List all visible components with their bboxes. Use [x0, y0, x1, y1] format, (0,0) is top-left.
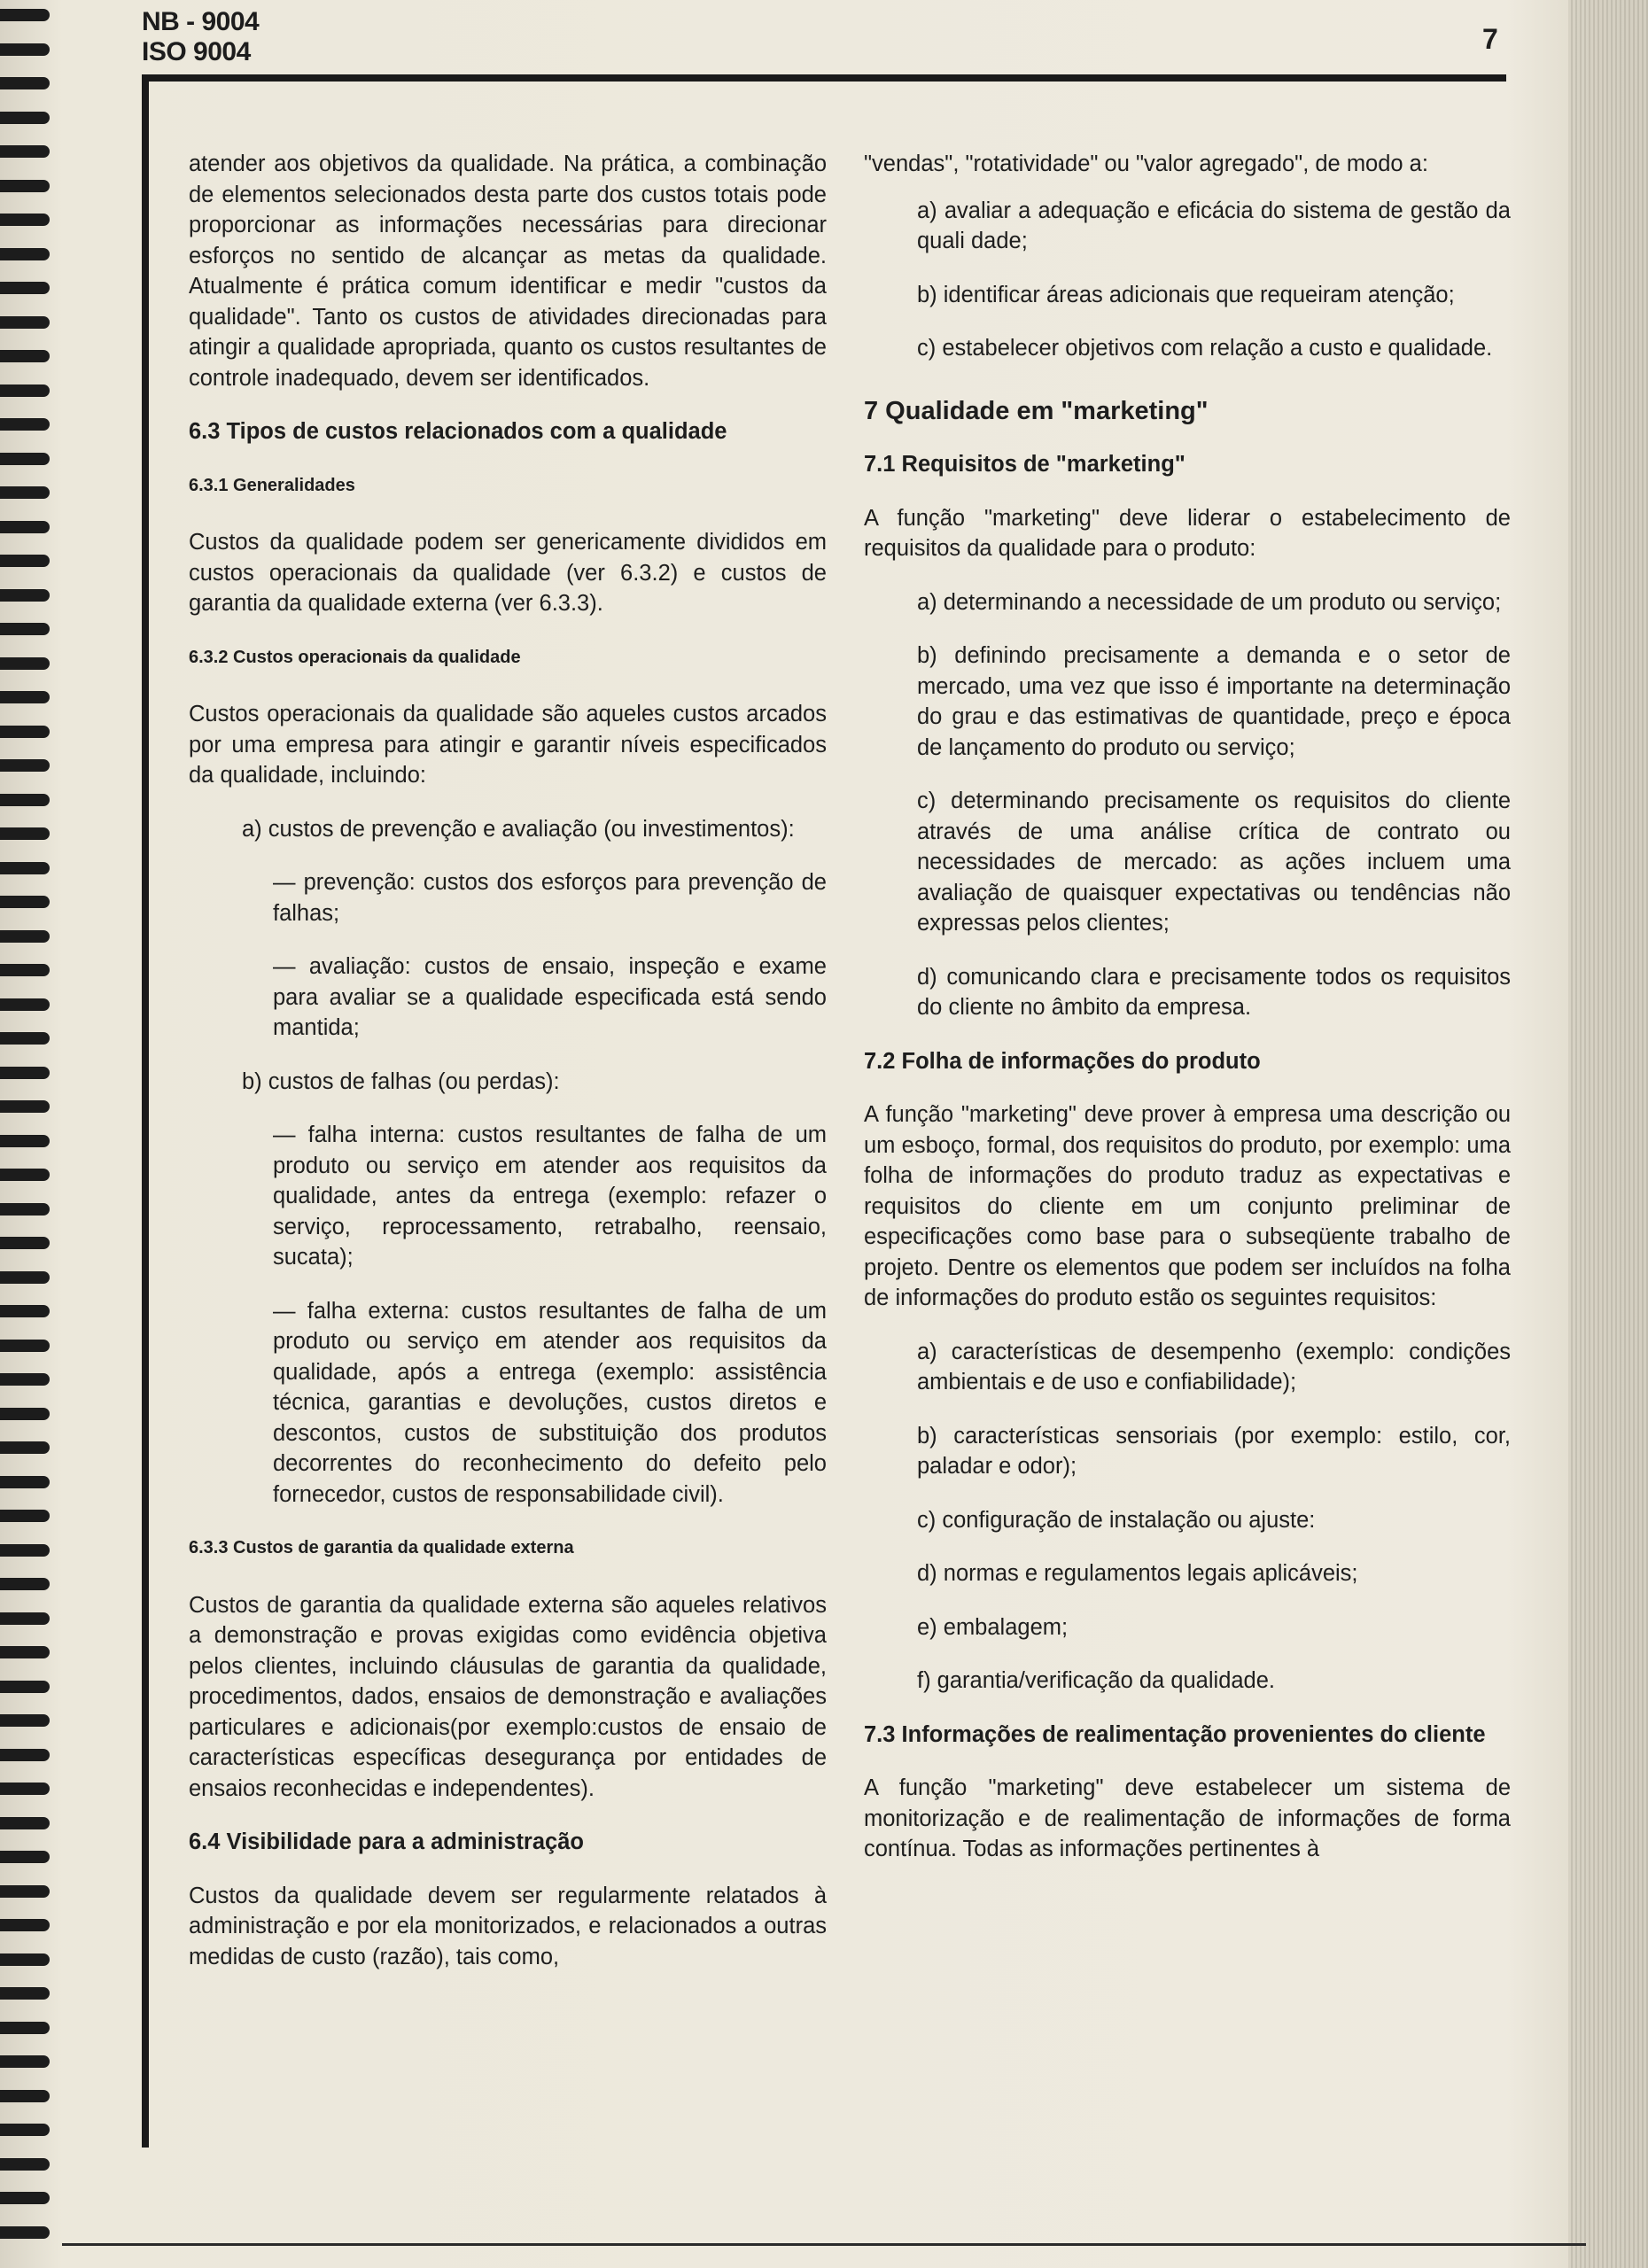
binding-loop — [0, 1476, 50, 1488]
binding-loop — [0, 1783, 50, 1795]
binding-loop — [0, 964, 50, 976]
binding-loop — [0, 657, 50, 670]
binding-loop — [0, 930, 50, 943]
binding-loop — [0, 1681, 50, 1693]
list-item-7-2-d: d) normas e regulamentos legais aplicáveis; — [917, 1561, 1358, 1586]
binding-loop — [0, 623, 50, 635]
list-item-7-2-e: e) embalagem; — [917, 1614, 1069, 1640]
binding-loop — [0, 521, 50, 533]
heading-7-3: 7.3 Informações de realimentação provenientes do cliente — [864, 1721, 1486, 1747]
heading-6-3-1: 6.3.1 Generalidades — [189, 475, 355, 495]
binding-loop — [0, 1612, 50, 1625]
binding-loop — [0, 1714, 50, 1727]
right-column — [864, 149, 1511, 1888]
binding-loop — [0, 350, 50, 362]
binding-loop — [0, 1851, 50, 1863]
heading-7-1: 7.1 Requisitos de "marketing" — [864, 452, 1185, 477]
binding-loop — [0, 2055, 50, 2068]
list-item-7-2-b: b) características sensoriais (por exemplo: estilo, cor, paladar e odor); — [917, 1423, 1511, 1479]
intro-paragraph: atender aos objetivos da qualidade. Na prática, a combinação de elementos selecionados desta parte dos custos totais pode proporcionar as informações necessárias para direcionar esforços no sentido de alcançar as metas da qualidade. Atualmente é prática comum identificar e medir "custos da qualidade". Tanto os custos de atividades direcionadas para atingir a qualidade apropriada, quanto os custos resultantes de controle inadequado, devem ser identificados. — [189, 151, 827, 391]
binding-loop — [0, 418, 50, 431]
binding-loop — [0, 2090, 50, 2102]
binding-loop — [0, 1100, 50, 1113]
binding-loop — [0, 145, 50, 158]
list-item-7-2-a: a) características de desempenho (exemplo: condições ambientais e de uso e confiabilidade); — [917, 1339, 1511, 1394]
code-iso: ISO 9004 — [142, 37, 251, 66]
heading-6-3-2: 6.3.2 Custos operacionais da qualidade — [189, 647, 521, 667]
binding-loop — [0, 555, 50, 567]
binding-loop — [0, 1032, 50, 1045]
list-item-7-1-d: d) comunicando clara e precisamente todos os requisitos do cliente no âmbito da empresa. — [917, 964, 1511, 1020]
frame-left-rule — [142, 74, 149, 2148]
binding-loop — [0, 384, 50, 397]
binding-loop — [0, 2192, 50, 2204]
binding-loop — [0, 214, 50, 226]
binding-loop — [0, 1373, 50, 1386]
list-item-7-2-f: f) garantia/verificação da qualidade. — [917, 1668, 1276, 1693]
binding-loop — [0, 1817, 50, 1829]
page-number: 7 — [1482, 23, 1498, 55]
list-item-cont-a: a) avaliar a adequação e eficácia do sistema de gestão da quali dade; — [917, 198, 1511, 253]
binding-loop — [0, 486, 50, 499]
binding-loop — [0, 1135, 50, 1147]
binding-loop — [0, 112, 50, 124]
spiral-binding — [0, 0, 53, 2268]
list-item-cont-b: b) identificar áreas adicionais que requeiram atenção; — [917, 282, 1455, 307]
list-subitem-prevencao: — prevenção: custos dos esforços para prevenção de falhas; — [273, 870, 827, 926]
list-item-7-2-c: c) configuração de instalação ou ajuste: — [917, 1507, 1316, 1533]
binding-loop — [0, 1987, 50, 2000]
list-item-b: b) custos de falhas (ou perdas): — [242, 1068, 560, 1094]
paragraph-7-1: A função "marketing" deve liderar o estabelecimento de requisitos da qualidade para o produto: — [864, 505, 1511, 561]
binding-loop — [0, 827, 50, 840]
paragraph-6-3-2: Custos operacionais da qualidade são aqueles custos arcados por uma empresa para atingir e garantir níveis especificados da qualidade, incluindo: — [189, 702, 827, 788]
binding-loop — [0, 794, 50, 806]
heading-7-2: 7.2 Folha de informações do produto — [864, 1048, 1261, 1074]
list-item-7-1-c: c) determinando precisamente os requisitos do cliente através de uma análise crítica de contrato ou necessidades de mercado: as ações incluem uma avaliação de quaisquer expectativas ou tendências não expressas pelos clientes; — [917, 788, 1511, 936]
binding-loop — [0, 43, 50, 56]
standard-codes — [142, 7, 259, 67]
list-subitem-avaliacao: — avaliação: custos de ensaio, inspeção e exame para avaliar se a qualidade especificada está sendo mantida; — [273, 954, 827, 1040]
binding-loop — [0, 2226, 50, 2239]
binding-loop — [0, 2022, 50, 2034]
continuation-paragraph: "vendas", "rotatividade" ou "valor agregado", de modo a: — [864, 151, 1428, 176]
binding-loop — [0, 1408, 50, 1420]
binding-loop — [0, 77, 50, 89]
binding-loop — [0, 180, 50, 192]
binding-loop — [0, 1441, 50, 1454]
binding-loop — [0, 998, 50, 1011]
binding-loop — [0, 1169, 50, 1181]
heading-6-3-3: 6.3.3 Custos de garantia da qualidade externa — [189, 1538, 574, 1557]
list-item-7-1-b: b) definindo precisamente a demanda e o setor de mercado, uma vez que isso é importante na determinação do grau e das estimativas de quantidade, preço e época de lançamento do produto ou serviço; — [917, 643, 1511, 760]
paragraph-7-3: A função "marketing" deve estabelecer um sistema de monitorização e de realimentação de informações de forma contínua. Todas as informações pertinentes à — [864, 1775, 1511, 1861]
heading-6-4: 6.4 Visibilidade para a administração — [189, 1829, 584, 1854]
list-item-cont-c: c) estabelecer objetivos com relação a custo e qualidade. — [917, 336, 1493, 361]
left-column — [189, 149, 827, 1995]
binding-loop — [0, 862, 50, 874]
binding-loop — [0, 1544, 50, 1557]
code-nb: NB - 9004 — [142, 7, 260, 36]
binding-loop — [0, 1510, 50, 1522]
heading-7: 7 Qualidade em "marketing" — [864, 396, 1209, 425]
binding-loop — [0, 896, 50, 908]
binding-loop — [0, 453, 50, 465]
list-item-a: a) custos de prevenção e avaliação (ou investimentos): — [242, 816, 795, 842]
paragraph-6-3-3: Custos de garantia da qualidade externa são aqueles relativos a demonstração e provas exigidas como evidência objetiva pelos clientes, incluindo cláusulas de garantia da qualidade, procedimentos, dados, ensaios de demonstração e avaliações particulares e adicionais(por exemplo:custos de ensaio de características específicas desegurança por entidades de ensaios reconhecidas e independentes). — [189, 1592, 827, 1801]
paragraph-7-2: A função "marketing" deve prover à empresa uma descrição ou um esboço, formal, dos requisitos do produto, por exemplo: uma folha de informações do produto traduz as expectativas e requisitos do cliente em um conjunto preliminar de especificações como base para o subseqüente trabalho de projeto. Dentre os elementos que podem ser incluídos na folha de informações do produto estão os seguintes requisitos: — [864, 1102, 1511, 1310]
binding-loop — [0, 1885, 50, 1898]
binding-loop — [0, 1646, 50, 1658]
binding-loop — [0, 1578, 50, 1590]
binding-loop — [0, 248, 50, 260]
frame-top-rule — [142, 74, 1506, 82]
binding-loop — [0, 2158, 50, 2171]
binding-loop — [0, 2124, 50, 2136]
heading-6-3: 6.3 Tipos de custos relacionados com a qualidade — [189, 419, 727, 444]
binding-loop — [0, 1237, 50, 1249]
binding-loop — [0, 589, 50, 602]
binding-loop — [0, 1340, 50, 1352]
binding-loop — [0, 1749, 50, 1761]
binding-loop — [0, 9, 50, 21]
page-stack-edge — [1568, 0, 1648, 2268]
bottom-rule — [62, 2243, 1586, 2246]
binding-loop — [0, 691, 50, 703]
binding-loop — [0, 1203, 50, 1216]
binding-loop — [0, 759, 50, 772]
paragraph-6-4: Custos da qualidade devem ser regularmente relatados à administração e por ela monitorizados, e relacionados a outras medidas de custo (razão), tais como, — [189, 1883, 827, 1969]
paragraph-6-3-1: Custos da qualidade podem ser genericamente divididos em custos operacionais da qualidade (ver 6.3.2) e custos de garantia da qualidade externa (ver 6.3.3). — [189, 530, 827, 616]
binding-loop — [0, 1067, 50, 1079]
binding-loop — [0, 1305, 50, 1317]
binding-loop — [0, 1271, 50, 1284]
list-subitem-falha-interna: — falha interna: custos resultantes de falha de um produto ou serviço em atender aos requisitos da qualidade, antes da entrega (exemplo: refazer o serviço, reprocessamento, retrabalho, reensaio, sucata); — [273, 1122, 827, 1270]
list-subitem-falha-externa: — falha externa: custos resultantes de falha de um produto ou serviço em atender aos requisitos da qualidade, após a entrega (exemplo: assistência técnica, garantias e devoluções, custos diretos e descontos, custos de substituição dos produtos decorrentes do reconhecimento do defeito pelo fornecedor, custos de responsabilidade civil). — [273, 1298, 827, 1507]
binding-loop — [0, 316, 50, 329]
binding-loop — [0, 282, 50, 294]
binding-loop — [0, 1919, 50, 1931]
binding-loop — [0, 1953, 50, 1966]
list-item-7-1-a: a) determinando a necessidade de um produto ou serviço; — [917, 589, 1502, 615]
binding-loop — [0, 726, 50, 738]
